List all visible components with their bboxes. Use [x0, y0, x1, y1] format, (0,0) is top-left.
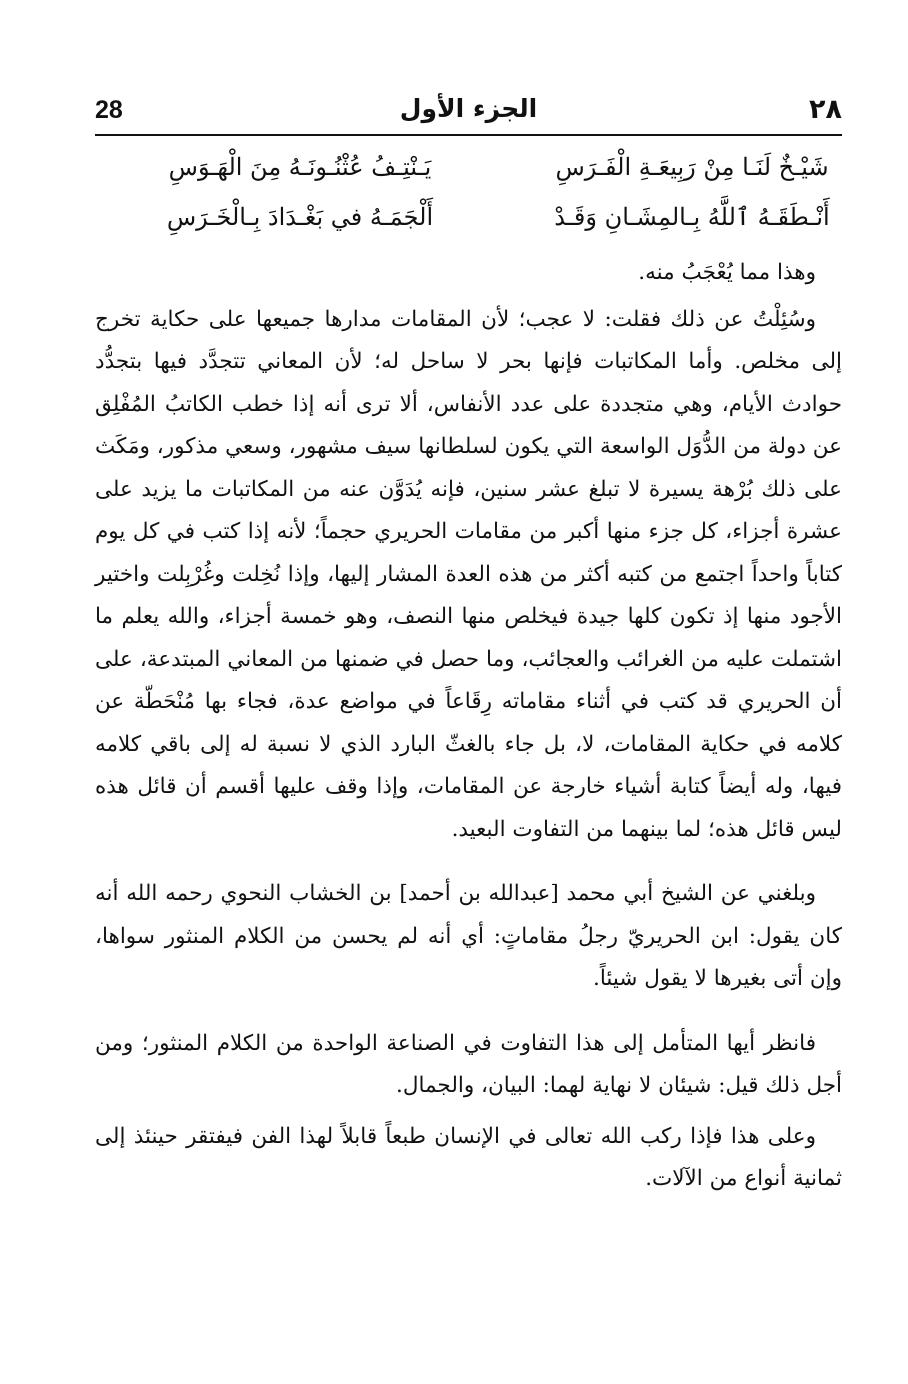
- verse-second-hemistich: يَـنْتِـفُ عُثْنُـونَـهُ مِنَ الْهَـوَسِ: [168, 153, 432, 181]
- paragraph: وبلغني عن الشيخ أبي محمد [عبدالله بن أحمد] بن الخشاب النحوي رحمه الله أنه كان يقول: ابن الحريريّ رجلُ مقاماتٍ: أي أنه لم يحسن من الكلام المنثور سواها، وإن أتى بغيرها لا يقول شيئاً.: [95, 881, 842, 991]
- verse-first-hemistich: أَنْـطَقَـهُ ٱللَّهُ بِـالمِشَـانِ وَقَـدْ: [554, 203, 830, 231]
- poem: [150, 142, 842, 242]
- verse-first-hemistich: شَيْـخٌ لَنَـا مِنْ رَبِيعَـةِ الْفَـرَسِ: [555, 153, 829, 181]
- body-text: [95, 252, 842, 1201]
- poem-verse: [150, 192, 842, 242]
- paragraph: فانظر أيها المتأمل إلى هذا التفاوت في الصناعة الواحدة من الكلام المنثور؛ ومن أجل ذلك قيل: شيئان لا نهاية لهما: البيان، والجمال.: [95, 1030, 842, 1098]
- poem-verse: [150, 142, 842, 192]
- page-number-arabic: ٢٨: [809, 94, 842, 125]
- header-divider: [95, 134, 842, 136]
- verse-second-hemistich: أَلْجَمَـهُ في بَغْـدَادَ بِـالْخَـرَسِ: [166, 203, 434, 231]
- paragraph: وعلى هذا فإذا ركب الله تعالى في الإنسان طبعاً قابلاً لهذا الفن فيفتقر حينئذ إلى ثمانية أنواع من الآلات.: [95, 1123, 842, 1191]
- paragraph: وهذا مما يُعْجَبُ منه.: [638, 260, 816, 285]
- paragraph: وسُئِلْتُ عن ذلك فقلت: لا عجب؛ لأن المقامات مدارها جميعها على حكاية تخرج إلى مخلص. وأما المكاتبات فإنها بحر لا ساحل له؛ لأن المعاني تتجدَّد فيها بتجدُّد حوادث الأيام، وهي متجددة على عدد الأنفاس، ألا ترى أنه إذا خطب الكاتبُ المُفْلِق عن دولة من الدُّوَل الواسعة التي يكون لسلطانها سيف مشهور، وسعي مذكور، ومَكَث على ذلك بُرْهة يسيرة لا تبلغ عشر سنين، فإنه يُدَوَّن عنه من المكاتبات ما يزيد على عشرة أجزاء، كل جزء منها أكبر من مقامات الحريري حجماً؛ لأنه إذا كتب في كل يوم كتاباً واحداً اجتمع من كتبه أكثر من هذه العدة المشار إليها، وإذا نُخِلت وغُرْبِلت واختير الأجود منها إذ تكون كلها جيدة فيخلص منها النصف، وهو خمسة أجزاء، والله يعلم ما اشتملت عليه من الغرائب والعجائب، وما حصل في ضمنها من المعاني المبتدعة، على أن الحريري قد كتب في أثناء مقاماته رِقَاعاً في مواضع عدة، فجاء بها مُنْحَطّة عن كلامه في حكاية المقامات، لا، بل جاء بالغثّ البارد الذي لا نسبة له إلى باقي كلامه فيها، وله أيضاً كتابة أشياء خارجة عن المقامات، وإذا وقف عليها أقسم أن قائل هذه ليس قائل هذه؛ لما بينهما من التفاوت البعيد.: [95, 306, 842, 842]
- page-number-latin: 28: [95, 96, 123, 124]
- running-head: [95, 94, 842, 132]
- part-title: الجزء الأول: [399, 94, 538, 123]
